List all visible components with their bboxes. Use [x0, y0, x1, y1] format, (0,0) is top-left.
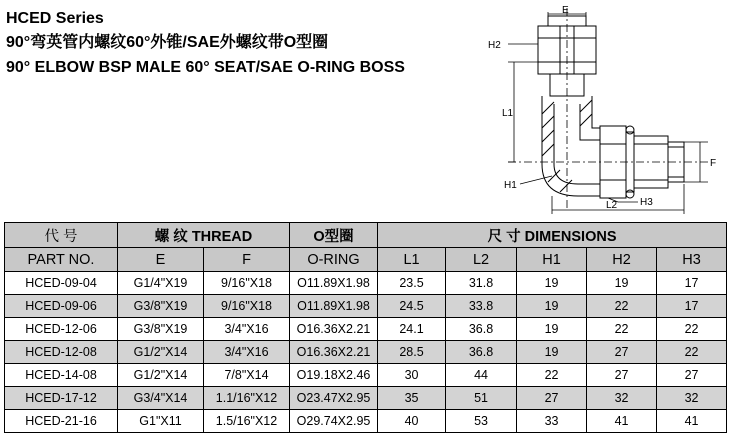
cell-h3: 22	[657, 341, 727, 364]
cell-l2: 33.8	[446, 295, 517, 318]
cell-h2: 22	[587, 295, 657, 318]
header-dimensions: 尺 寸 DIMENSIONS	[378, 223, 727, 248]
cell-l2: 51	[446, 387, 517, 410]
cell-l2: 31.8	[446, 272, 517, 295]
cell-h3: 17	[657, 272, 727, 295]
cell-part: HCED-12-08	[5, 341, 118, 364]
header-h3: H3	[657, 248, 727, 272]
cell-h3: 17	[657, 295, 727, 318]
cell-h3: 22	[657, 318, 727, 341]
header-h1: H1	[517, 248, 587, 272]
cell-h2: 19	[587, 272, 657, 295]
cell-h1: 19	[517, 318, 587, 341]
cell-l1: 28.5	[378, 341, 446, 364]
cell-l2: 36.8	[446, 318, 517, 341]
table-row	[5, 272, 727, 295]
header-part-no: PART NO.	[5, 248, 118, 272]
title-block	[6, 8, 405, 80]
cell-part: HCED-14-08	[5, 364, 118, 387]
cell-oring: O16.36X2.21	[290, 341, 378, 364]
cell-e: G1/2"X14	[118, 364, 204, 387]
cell-h1: 27	[517, 387, 587, 410]
label-h1: H1	[504, 180, 517, 191]
cell-f: 7/8"X14	[204, 364, 290, 387]
label-e: E	[562, 5, 569, 16]
english-title: 90° ELBOW BSP MALE 60° SEAT/SAE O-RING BOSS	[6, 59, 405, 76]
table-row	[5, 410, 727, 433]
cell-f: 3/4"X16	[204, 318, 290, 341]
header-h2: H2	[587, 248, 657, 272]
header-f: F	[204, 248, 290, 272]
cell-e: G3/8"X19	[118, 295, 204, 318]
cell-h2: 41	[587, 410, 657, 433]
header-oring-cn: O型圈	[290, 223, 378, 248]
cell-h1: 19	[517, 341, 587, 364]
cell-e: G3/8"X19	[118, 318, 204, 341]
cell-l1: 35	[378, 387, 446, 410]
cell-e: G3/4"X14	[118, 387, 204, 410]
cell-h1: 19	[517, 272, 587, 295]
cell-part: HCED-09-06	[5, 295, 118, 318]
cell-f: 3/4"X16	[204, 341, 290, 364]
label-h3: H3	[640, 197, 653, 208]
cell-l1: 23.5	[378, 272, 446, 295]
cell-e: G1/2"X14	[118, 341, 204, 364]
header-row-1	[5, 223, 727, 248]
cell-part: HCED-21-16	[5, 410, 118, 433]
cell-f: 9/16"X18	[204, 272, 290, 295]
cell-h1: 19	[517, 295, 587, 318]
cell-oring: O11.89X1.98	[290, 272, 378, 295]
cell-oring: O19.18X2.46	[290, 364, 378, 387]
cell-f: 1.5/16"X12	[204, 410, 290, 433]
header-oring: O-RING	[290, 248, 378, 272]
cell-h2: 27	[587, 341, 657, 364]
header-thread: 螺 纹 THREAD	[118, 223, 290, 248]
cell-f: 9/16"X18	[204, 295, 290, 318]
series-title: HCED Series	[6, 10, 104, 27]
cell-part: HCED-17-12	[5, 387, 118, 410]
header-code: 代 号	[5, 223, 118, 248]
cell-l1: 30	[378, 364, 446, 387]
fitting-drawing	[468, 4, 730, 216]
cell-f: 1.1/16"X12	[204, 387, 290, 410]
cell-h2: 27	[587, 364, 657, 387]
hex-nut-shape	[538, 26, 596, 74]
label-l1: L1	[502, 108, 514, 119]
cell-l2: 36.8	[446, 341, 517, 364]
cell-part: HCED-12-06	[5, 318, 118, 341]
table-row	[5, 364, 727, 387]
label-l2: L2	[606, 200, 618, 211]
header-e: E	[118, 248, 204, 272]
spec-table	[4, 222, 727, 433]
label-h2: H2	[488, 40, 501, 51]
cell-h1: 33	[517, 410, 587, 433]
cell-l1: 24.5	[378, 295, 446, 318]
header-row-2	[5, 248, 727, 272]
cell-h3: 32	[657, 387, 727, 410]
header-l1: L1	[378, 248, 446, 272]
cell-oring: O29.74X2.95	[290, 410, 378, 433]
table-row	[5, 295, 727, 318]
cell-h3: 27	[657, 364, 727, 387]
label-f: F	[710, 158, 717, 169]
cell-oring: O11.89X1.98	[290, 295, 378, 318]
header-l2: L2	[446, 248, 517, 272]
cell-oring: O23.47X2.95	[290, 387, 378, 410]
cell-e: G1/4"X19	[118, 272, 204, 295]
table-row	[5, 387, 727, 410]
cell-e: G1"X11	[118, 410, 204, 433]
cell-h2: 32	[587, 387, 657, 410]
chinese-title: 90°弯英管内螺纹60°外锥/SAE外螺纹带O型圈	[6, 34, 329, 51]
cell-l1: 40	[378, 410, 446, 433]
cell-l2: 53	[446, 410, 517, 433]
cell-l2: 44	[446, 364, 517, 387]
table-row	[5, 318, 727, 341]
cell-l1: 24.1	[378, 318, 446, 341]
cell-h1: 22	[517, 364, 587, 387]
cell-h3: 41	[657, 410, 727, 433]
cell-part: HCED-09-04	[5, 272, 118, 295]
cell-h2: 22	[587, 318, 657, 341]
cell-oring: O16.36X2.21	[290, 318, 378, 341]
table-row	[5, 341, 727, 364]
